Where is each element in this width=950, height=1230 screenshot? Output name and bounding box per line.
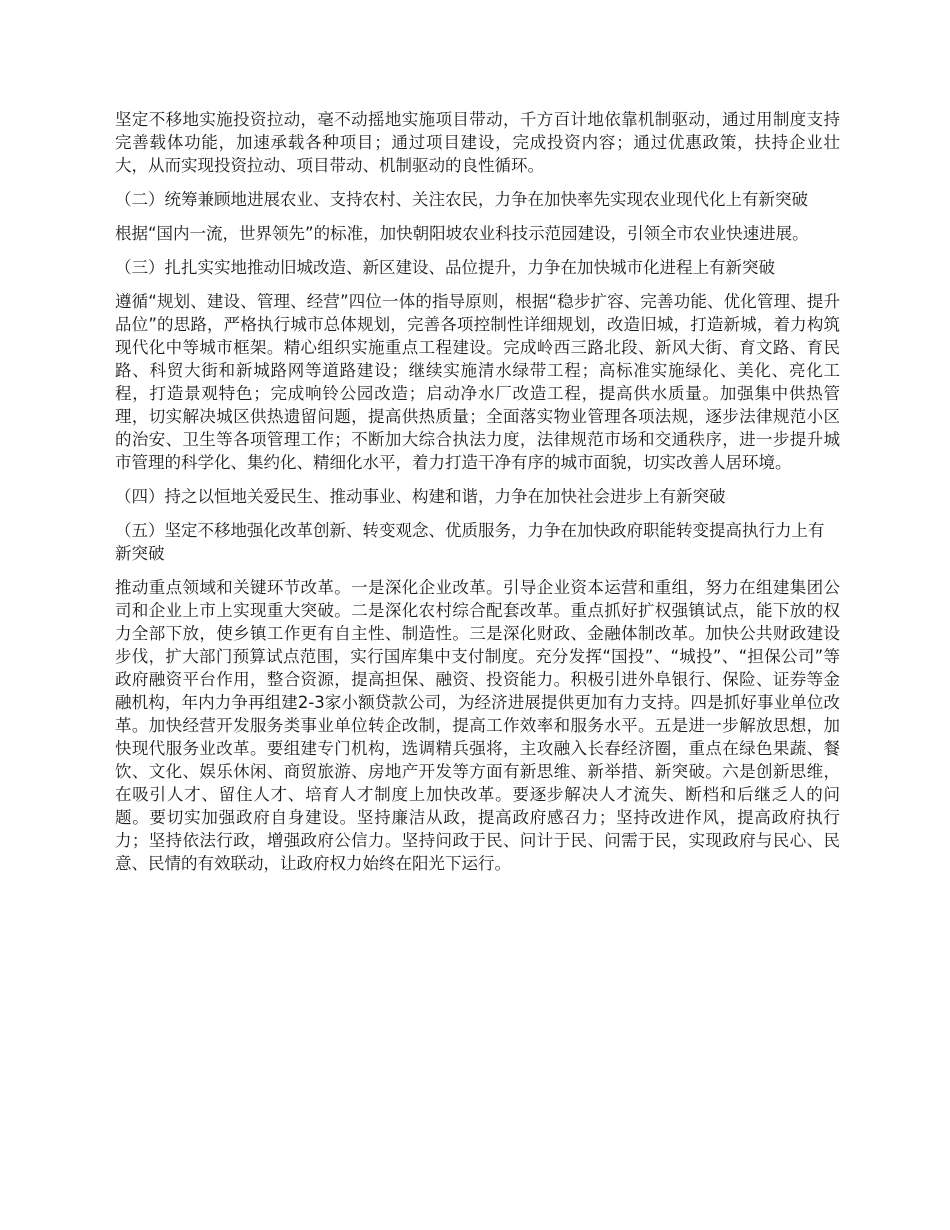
section-heading-2: （二）统筹兼顾地进展农业、支持农村、关注农民，力争在加快率先实现农业现代化上有新突破 [115, 190, 808, 209]
body-paragraph-agriculture: 根据“国内一流，世界领先”的标准，加快朝阳坡农业科技示范园建设，引领全市农业快速进展。 [115, 224, 809, 243]
section-heading-3: （三）扎扎实实地推动旧城改造、新区建设、品位提升，力争在加快城市化进程上有新突破 [115, 258, 775, 277]
body-paragraph-reform: 推动重点领域和关键环节改革。一是深化企业改革。引导企业资本运营和重组，努力在组建集团公司和企业上市上实现重大突破。二是深化农村综合配套改革。重点抓好扩权强镇试点，能下放的权力全部下放，使乡镇工作更有自主性、制造性。三是深化财政、金融体制改革。加快公共财政建设步伐，扩大部门预算试点范围，实行国库集中支付制度。充分发挥“国投”、“城投”、“担保公司”等政府融资平台作用，整合资源，提高担保、融资、投资能力。积极引进外阜银行、保险、证券等金融机构，年内力争再组建2-3家小额贷款公司，为经济进展提供更加有力支持。四是抓好事业单位改革。加快经营开发服务类事业单位转企改制，提高工作效率和服务水平。五是进一步解放思想，加快现代服务业改革。要组建专门机构，选调精兵强将，主攻融入长春经济圈，重点在绿色果蔬、餐饮、文化、娱乐休闲、商贸旅游、房地产开发等方面有新思维、新举措、新突破。六是创新思维，在吸引人才、留住人才、培育人才制度上加快改革。要逐步解决人才流失、断档和后继乏人的问题。要切实加强政府自身建设。坚持廉洁从政，提高政府感召力；坚持改进作风，提高政府执行力；坚持依法行政，增强政府公信力。坚持问政于民、问计于民、问需于民，实现政府与民心、民意、民情的有效联动，让政府权力始终在阳光下运行。 [115, 578, 840, 873]
section-heading-4: （四）持之以恒地关爱民生、推动事业、构建和谐，力争在加快社会进步上有新突破 [115, 487, 726, 506]
body-paragraph-investment: 坚定不移地实施投资拉动，毫不动摇地实施项目带动，千方百计地依靠机制驱动，通过用制度支持完善载体功能，加速承载各种项目；通过项目建设，完成投资内容；通过优惠政策，扶持企业壮大，从而实现投资拉动、项目带动、机制驱动的良性循环。 [115, 110, 840, 175]
body-paragraph-urbanization: 遵循“规划、建设、管理、经营”四位一体的指导原则，根据“稳步扩容、完善功能、优化管理、提升品位”的思路，严格执行城市总体规划，完善各项控制性详细规划，改造旧城，打造新城，着力构筑现代化中等城市框架。精心组织实施重点工程建设。完成岭西三路北段、新风大街、育文路、育民路、科贸大街和新城路网等道路建设；继续实施清水绿带工程；高标准实施绿化、美化、亮化工程，打造景观特色；完成响铃公园改造；启动净水厂改造工程，提高供水质量。加强集中供热管理，切实解决城区供热遗留问题，提高供热质量；全面落实物业管理各项法规，逐步法律规范小区的治安、卫生等各项管理工作；不断加大综合执法力度，法律规范市场和交通秩序，进一步提升城市管理的科学化、集约化、精细化水平，着力打造干净有序的城市面貌，切实改善人居环境。 [115, 292, 840, 472]
section-heading-5: （五）坚定不移地强化改革创新、转变观念、优质服务，力争在加快政府职能转变提高执行力上有新突破 [115, 521, 825, 563]
document-page [115, 108, 840, 886]
